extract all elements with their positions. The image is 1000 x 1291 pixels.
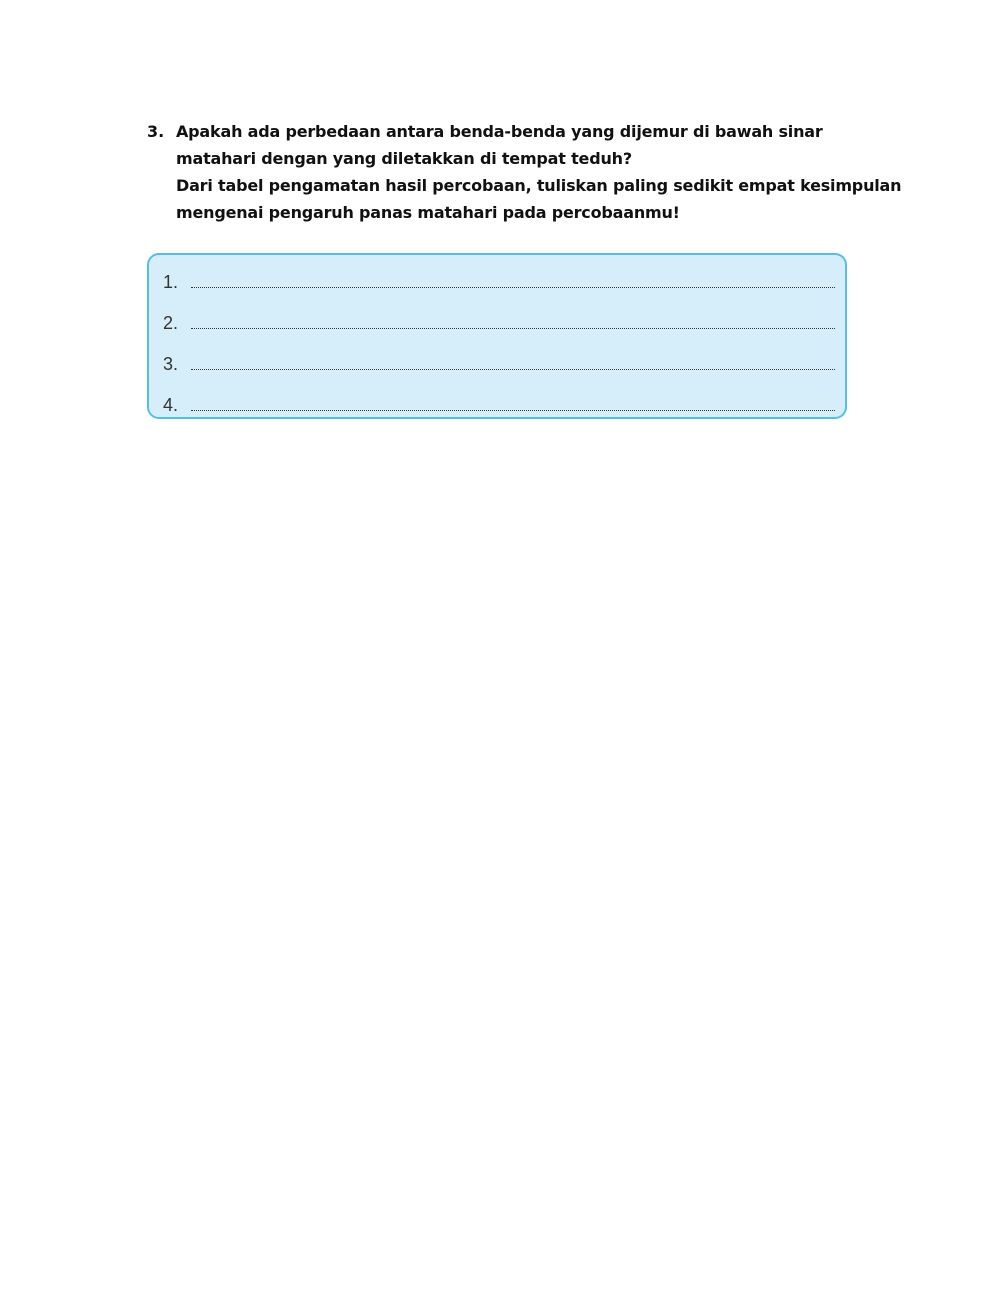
question-line: Dari tabel pengamatan hasil percobaan, tuliskan paling sedikit empat kesimpulan bbox=[176, 176, 902, 195]
question-line: mengenai pengaruh panas matahari pada percobaanmu! bbox=[176, 203, 680, 222]
answer-dotted-line[interactable] bbox=[191, 369, 835, 370]
answer-number: 3. bbox=[163, 354, 179, 374]
answer-number: 4. bbox=[163, 395, 179, 415]
answer-dotted-line[interactable] bbox=[191, 328, 835, 329]
question-line: Apakah ada perbedaan antara benda-benda yang dijemur di bawah sinar bbox=[176, 122, 823, 141]
answer-line-1[interactable] bbox=[163, 269, 835, 293]
answer-line-2[interactable] bbox=[163, 310, 835, 334]
answer-line-3[interactable] bbox=[163, 351, 835, 375]
question-number: 3. bbox=[147, 122, 165, 141]
answer-dotted-line[interactable] bbox=[191, 287, 835, 288]
answer-line-4[interactable] bbox=[163, 392, 835, 416]
answer-dotted-line[interactable] bbox=[191, 410, 835, 411]
answer-box bbox=[147, 253, 847, 419]
question-text bbox=[176, 118, 902, 226]
question-line: matahari dengan yang diletakkan di tempat teduh? bbox=[176, 149, 632, 168]
answer-number: 2. bbox=[163, 313, 179, 333]
answer-number: 1. bbox=[163, 272, 179, 292]
